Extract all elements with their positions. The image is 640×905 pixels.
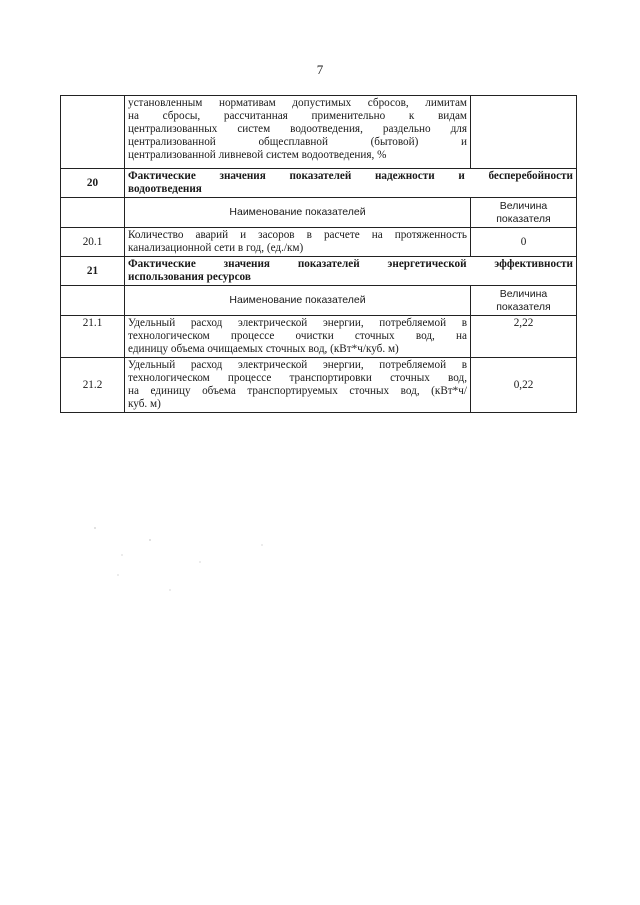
empty-cell	[61, 198, 125, 228]
indicator-value-header: Величина показателя	[471, 286, 577, 316]
text-line: централизованной общесплавной (бытовой) и	[128, 136, 467, 148]
table-row	[61, 228, 577, 257]
column-header-row	[61, 286, 577, 316]
text-line: Удельный расход электрической энергии, потребляемой в	[128, 359, 467, 371]
value-cell	[471, 96, 577, 169]
text-line: технологическом процессе очистки сточных вод, на	[128, 330, 467, 342]
indicators-table	[60, 95, 577, 413]
row-number: 20.1	[61, 228, 125, 257]
table-row	[61, 316, 577, 358]
indicator-value: 2,22	[471, 316, 577, 358]
text-line: централизованных систем водоотведения, раздельно для	[128, 123, 467, 135]
indicator-text-cell	[125, 358, 471, 413]
indicator-value: 0	[471, 228, 577, 257]
empty-cell	[61, 286, 125, 316]
text-line: куб. м)	[128, 398, 161, 410]
section-title	[125, 169, 577, 198]
section-title-line: водоотведения	[128, 183, 202, 195]
section-header-row	[61, 257, 577, 286]
section-title	[125, 257, 577, 286]
text-line: на сбросы, рассчитанная применительно к видам	[128, 110, 467, 122]
indicator-value: 0,22	[471, 358, 577, 413]
section-number: 20	[61, 169, 125, 198]
indicator-text-cell	[125, 96, 471, 169]
row-number: 21.2	[61, 358, 125, 413]
indicator-text-cell	[125, 316, 471, 358]
section-title-line: Фактические значения показателей надежности и бесперебойности	[128, 170, 573, 182]
row-number: 21.1	[61, 316, 125, 358]
table-row	[61, 96, 577, 169]
text-line: установленным нормативам допустимых сбросов, лимитам	[128, 97, 467, 109]
page-number: 7	[316, 62, 324, 77]
indicator-name-header: Наименование показателей	[125, 286, 471, 316]
text-line: технологическом процессе транспортировки сточных вод,	[128, 372, 467, 384]
table-row	[61, 358, 577, 413]
section-title-line: использования ресурсов	[128, 271, 251, 283]
section-header-row	[61, 169, 577, 198]
section-title-line: Фактические значения показателей энергетической эффективности	[128, 258, 573, 270]
text-line: единицу объема очищаемых сточных вод, (кВт*ч/куб. м)	[128, 343, 399, 355]
text-line: канализационной сети в год, (ед./км)	[128, 242, 304, 254]
row-number-cell	[61, 96, 125, 169]
indicator-value-header: Величина показателя	[471, 198, 577, 228]
indicator-name-header: Наименование показателей	[125, 198, 471, 228]
text-line: Удельный расход электрической энергии, потребляемой в	[128, 317, 467, 329]
text-line: централизованной ливневой систем водоотведения, %	[128, 149, 387, 161]
text-line: на единицу объема транспортируемых сточных вод, (кВт*ч/	[128, 385, 467, 397]
section-number: 21	[61, 257, 125, 286]
column-header-row	[61, 198, 577, 228]
indicator-text-cell	[125, 228, 471, 257]
text-line: Количество аварий и засоров в расчете на протяженность	[128, 229, 467, 241]
